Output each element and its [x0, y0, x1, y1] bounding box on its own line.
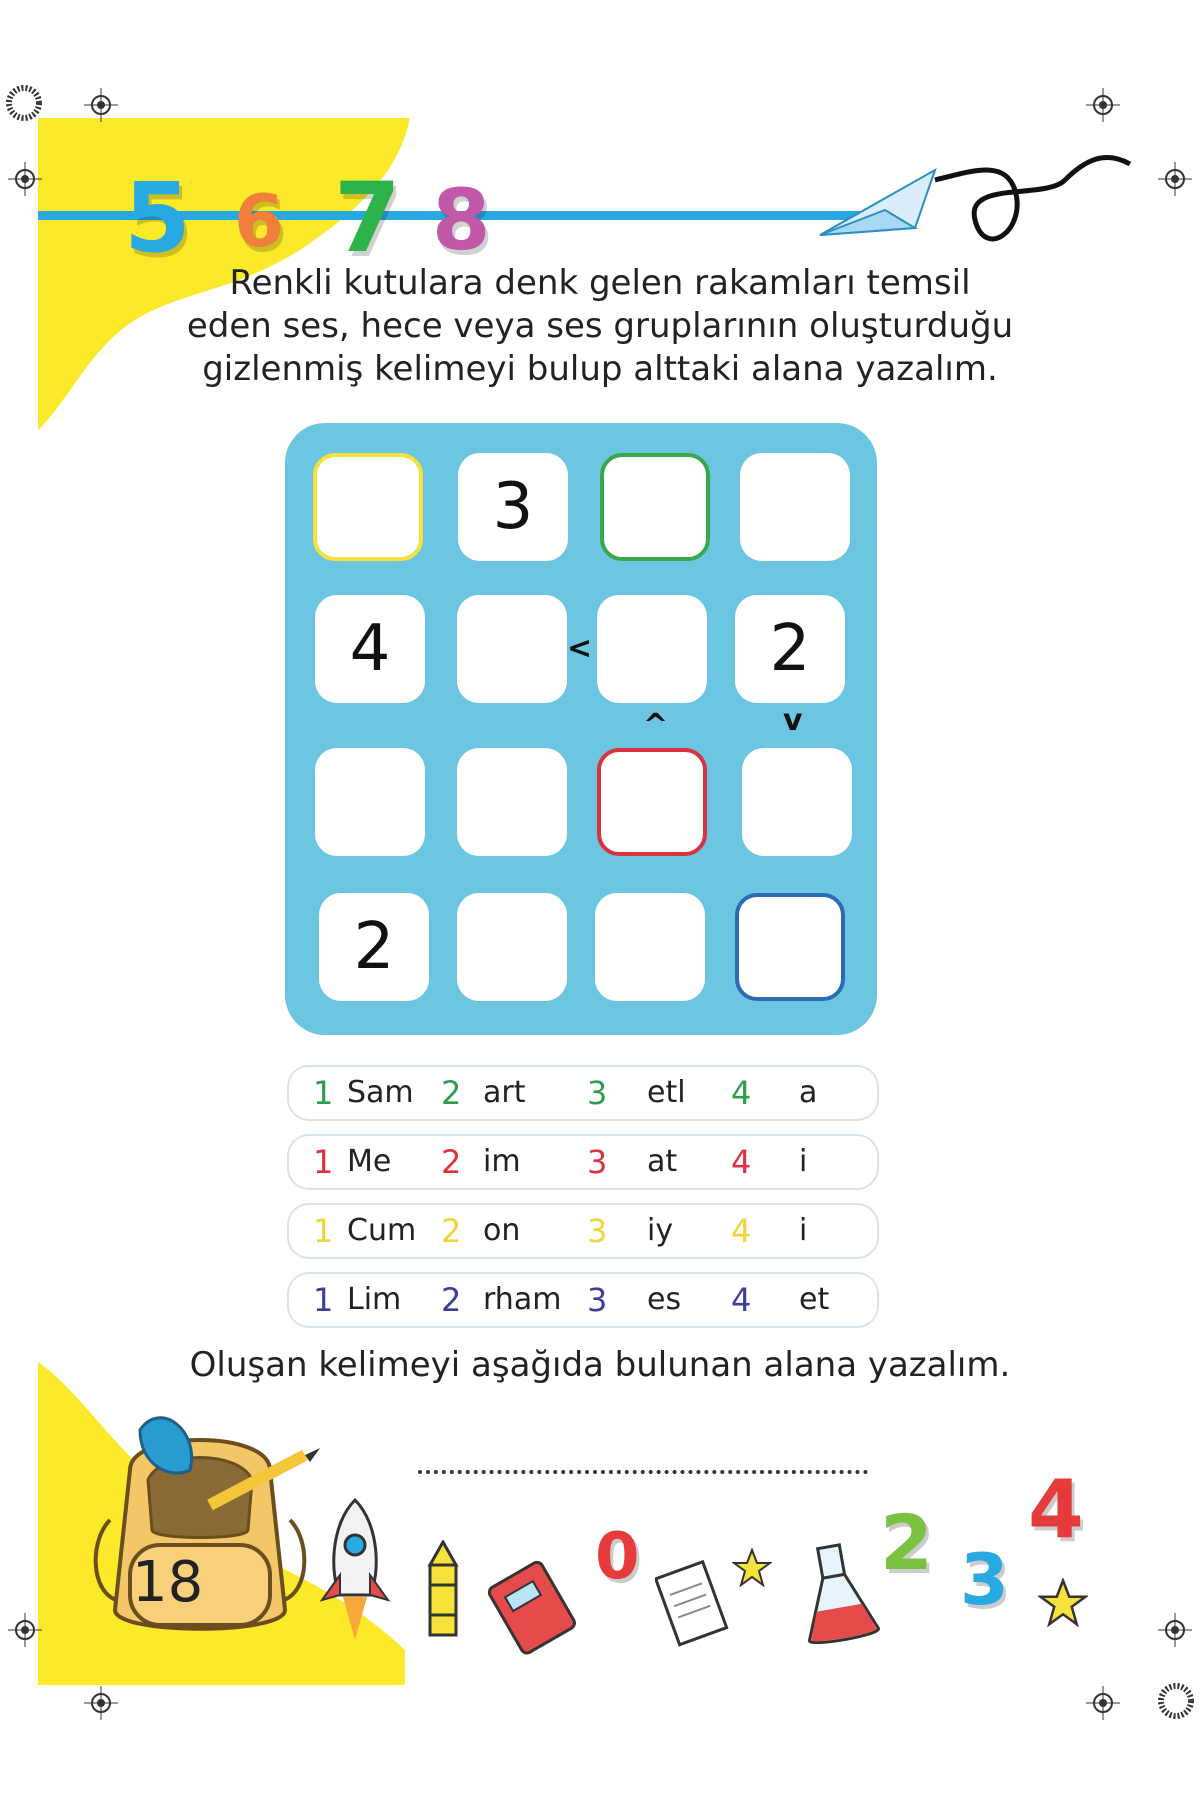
key-syllable: i [799, 1144, 808, 1179]
crosshair-icon [8, 1613, 42, 1647]
key-syllable: es [647, 1282, 682, 1317]
grid-cell[interactable] [595, 893, 705, 1001]
instruction-line: gizlenmiş kelimeyi bulup alttaki alana yazalım. [202, 349, 998, 389]
greater-than-up-sign: ^ [643, 708, 669, 743]
crosshair-icon [1158, 1613, 1192, 1647]
instruction-line: eden ses, hece veya ses gruplarının oluşturduğu [186, 306, 1014, 346]
key-number: 4 [731, 1212, 752, 1250]
book-icon [480, 1548, 590, 1658]
grid-cell[interactable]: 2 [319, 893, 429, 1001]
instruction-line: Renkli kutulara denk gelen rakamları temsil [229, 263, 971, 303]
grid-cell-blue[interactable] [735, 893, 845, 1001]
key-number: 3 [587, 1074, 608, 1112]
decor-digit: 3 [960, 1539, 1009, 1621]
crosshair-icon [1086, 88, 1120, 122]
key-number: 2 [441, 1143, 462, 1181]
star-icon [732, 1548, 772, 1588]
grid-cell-green[interactable] [600, 453, 710, 561]
greater-than-down-sign: v [783, 703, 803, 738]
grid-cell[interactable] [457, 893, 567, 1001]
key-number: 4 [731, 1074, 752, 1112]
key-number: 3 [587, 1281, 608, 1319]
grid-cell[interactable] [457, 595, 567, 703]
grid-cell[interactable] [457, 748, 567, 856]
registration-mark-icon [6, 85, 42, 121]
bottom-instruction: Oluşan kelimeyi aşağıda bulunan alana yazalım. [189, 1345, 1011, 1385]
instructions [150, 262, 1050, 391]
decor-digit: 2 [880, 1498, 933, 1587]
grid-cell-red[interactable] [597, 748, 707, 856]
key-syllable: Cum [347, 1213, 417, 1248]
key-row-yellow [287, 1203, 879, 1259]
key-number: 2 [441, 1281, 462, 1319]
key-number: 1 [313, 1074, 334, 1112]
key-number: 3 [587, 1212, 608, 1250]
key-syllable: a [799, 1075, 818, 1110]
key-number: 1 [313, 1143, 334, 1181]
crosshair-icon [8, 162, 42, 196]
key-syllable: i [799, 1213, 808, 1248]
key-number: 3 [587, 1143, 608, 1181]
grid-cell[interactable] [597, 595, 707, 703]
header-digit: 8 [432, 171, 491, 269]
key-syllable: etl [647, 1075, 686, 1110]
key-number: 2 [441, 1074, 462, 1112]
key-syllable: iy [647, 1213, 674, 1248]
less-than-sign: < [567, 631, 593, 666]
key-syllable: Sam [347, 1075, 414, 1110]
flask-icon [792, 1540, 882, 1650]
grid-cell[interactable] [742, 748, 852, 856]
crosshair-icon [84, 1686, 118, 1720]
rocket-icon [310, 1495, 400, 1645]
key-syllable: et [799, 1282, 830, 1317]
grid-cell[interactable]: 2 [735, 595, 845, 703]
grid-cell-yellow[interactable] [313, 453, 423, 561]
crosshair-icon [1158, 162, 1192, 196]
grid-cell[interactable]: 3 [458, 453, 568, 561]
grid-cell[interactable]: 4 [315, 595, 425, 703]
notepad-icon [655, 1555, 735, 1655]
header-digit: 6 [234, 179, 285, 263]
answer-line[interactable] [418, 1470, 868, 1474]
crosshair-icon [1086, 1686, 1120, 1720]
star-icon [1038, 1578, 1088, 1628]
key-syllable: im [483, 1144, 521, 1179]
registration-mark-icon [1158, 1683, 1194, 1719]
key-syllable: on [483, 1213, 521, 1248]
header-digit: 7 [334, 162, 401, 274]
page-number: 18 [132, 1550, 204, 1615]
key-number: 2 [441, 1212, 462, 1250]
grid-cell[interactable] [315, 748, 425, 856]
grid-cell[interactable] [740, 453, 850, 561]
paper-plane-icon [815, 150, 1135, 270]
decor-digit: 0 [595, 1520, 640, 1594]
key-syllable: rham [483, 1282, 562, 1317]
key-syllable: Lim [347, 1282, 402, 1317]
crayon-icon [418, 1540, 468, 1640]
header-digit: 5 [124, 162, 191, 274]
key-syllable: at [647, 1144, 678, 1179]
key-number: 1 [313, 1281, 334, 1319]
key-number: 4 [731, 1281, 752, 1319]
decor-digit: 4 [1028, 1463, 1084, 1556]
key-syllable: Me [347, 1144, 392, 1179]
key-row-red [287, 1134, 879, 1190]
key-number: 1 [313, 1212, 334, 1250]
key-number: 4 [731, 1143, 752, 1181]
key-syllable: art [483, 1075, 526, 1110]
key-row-indigo [287, 1272, 879, 1328]
crosshair-icon [84, 88, 118, 122]
puzzle-board [285, 423, 877, 1035]
key-row-green [287, 1065, 879, 1121]
